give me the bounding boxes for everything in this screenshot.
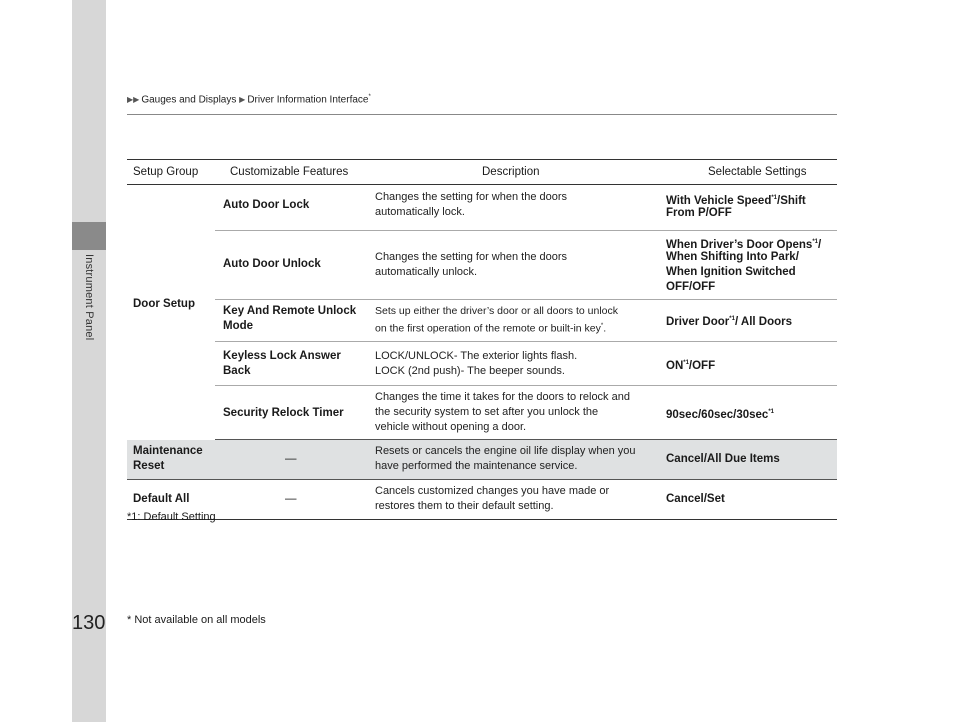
description-line: automatically lock. [375, 206, 465, 218]
settings-line: ON$^{*1}$/OFF [666, 359, 716, 372]
feature-dash: — [285, 493, 297, 505]
description-line: Cancels customized changes you have made or [375, 485, 610, 497]
description-line: Changes the time it takes for the doors to relock and [375, 391, 630, 403]
feature-security-relock-timer: Security Relock Timer [223, 407, 344, 419]
table-row [215, 386, 837, 440]
table-row [215, 185, 837, 231]
description-line: Changes the setting for when the doors [375, 251, 568, 263]
feature-keyless-lock-answer-back: Keyless Lock Answer [223, 350, 341, 362]
page-number: 130 [72, 612, 106, 634]
sidebar-tab-marker [72, 222, 106, 250]
header-selectable-settings: Selectable Settings [708, 166, 807, 178]
settings-line: Cancel/Set [666, 493, 725, 505]
feature-keyless-lock-answer-back-line2: Back [223, 365, 251, 377]
header-setup-group: Setup Group [133, 166, 199, 178]
header-divider [127, 114, 837, 115]
settings-line: $90\sec/60\sec/30\sec^{*1}$ [666, 408, 774, 421]
settings-table [127, 159, 837, 520]
not-all-models-mark: * [368, 94, 371, 100]
settings-line: When Shifting Into Park/ [666, 251, 799, 263]
description-line: automatically unlock. [375, 266, 478, 278]
feature-key-remote-unlock-line2: Mode [223, 320, 254, 332]
settings-line: From P/OFF [666, 207, 732, 219]
description-line: have performed the maintenance service. [375, 460, 578, 472]
header-customizable-features: Customizable Features [230, 166, 349, 178]
settings-line: Driver Door$^{*1}$/ All Doors [666, 315, 793, 328]
table-header-row [127, 159, 837, 185]
settings-line: Cancel/All Due Items [666, 453, 780, 465]
description-line: Resets or cancels the engine oil life display when you [375, 445, 636, 457]
settings-line: When Driver’s Door Opens$^{*1}$/ [666, 238, 822, 251]
sidebar-section-label: Instrument Panel [83, 254, 95, 341]
feature-key-remote-unlock: Key And Remote Unlock [223, 305, 357, 317]
group-maintenance-reset: Maintenance [133, 445, 203, 457]
breadcrumb-arrow-icon: ▶▶ [127, 95, 140, 105]
availability-note: * Not available on all models [127, 614, 266, 626]
description-line: Sets up either the driver’s door or all doors to unlock [375, 305, 618, 317]
feature-auto-door-lock: Auto Door Lock [223, 199, 310, 211]
description-line: Changes the setting for when the doors [375, 191, 568, 203]
description-line: vehicle without opening a door. [375, 421, 527, 433]
breadcrumb-item-gauges[interactable]: Gauges and Displays [141, 94, 237, 106]
group-door-setup: Door Setup [133, 298, 195, 310]
group-default-all: Default All [133, 493, 190, 505]
breadcrumb [127, 94, 371, 105]
settings-line: OFF/OFF [666, 281, 716, 293]
group-maintenance-reset-line2: Reset [133, 460, 165, 472]
table-row [215, 300, 837, 342]
description-line: restores them to their default setting. [375, 500, 554, 512]
breadcrumb-arrow-icon: ▶ [239, 95, 246, 105]
settings-line: With Vehicle Speed$^{*1}$/Shift [666, 194, 806, 207]
table-row [215, 342, 837, 386]
table-row-default-all [127, 480, 837, 520]
description-line: the security system to set after you unlock the [375, 406, 599, 418]
table-row-maintenance-reset [127, 440, 837, 480]
header-description: Description [482, 166, 540, 178]
feature-auto-door-unlock: Auto Door Unlock [223, 258, 321, 270]
settings-line: When Ignition Switched [666, 266, 796, 278]
description-line: LOCK (2nd push)- The beeper sounds. [375, 365, 565, 377]
breadcrumb-item-driver-info[interactable]: Driver Information Interface [247, 94, 369, 106]
feature-dash: — [285, 453, 297, 465]
description-line: on the first operation of the remote or built-in key*. [375, 322, 607, 335]
default-setting-footnote: *1: Default Setting [127, 511, 216, 523]
description-line: LOCK/UNLOCK- The exterior lights flash. [375, 350, 578, 362]
table-row [215, 231, 837, 300]
